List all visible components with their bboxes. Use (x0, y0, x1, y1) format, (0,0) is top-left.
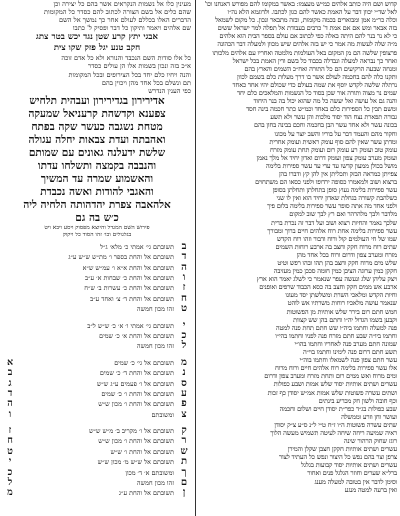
text-line: ולפני אחד מה אתה סופר עשר ספירות בלימה בלום פיך (267, 202, 397, 211)
left-big-paragraph (3, 95, 191, 212)
alphabet-row (3, 388, 191, 398)
text-line: עשר חתם צפון פנה לשמאלו וחתמו בוה״י (299, 356, 397, 365)
text-line: עומק טוב ועומק רע עומק רום ועומק תחת עומק מזרח (269, 145, 397, 154)
row-letter: ז (182, 282, 186, 293)
text-line: כל אלו סודות השם הנכבד והנורא ולא כל אדם זוכה (61, 54, 191, 63)
divine-name-line: שלשת ידעלנה גאונים עם שמותם (28, 146, 166, 159)
alphabet-row (3, 282, 191, 292)
alphabet-row (3, 303, 191, 313)
row-letter: ך (181, 466, 187, 478)
text-line: עשרים ושתים אותיות יסוד שלש אמות ושבע כפולות (273, 380, 397, 389)
divine-name-line: אלהאבה צפרת יהדהותה הלחיה ליה (23, 198, 171, 211)
text-line: פנה למעלה וחתמו ביה״ו שש חתם תחת פנה למטה (275, 323, 397, 332)
row-letter: ד (181, 251, 187, 262)
text-line: ברל״א שערים וחוזר הגלגל פנים ואחור (307, 469, 397, 478)
alphabet-row (3, 357, 191, 367)
row-letter: ש (180, 445, 188, 457)
closing-words: כ׳ש בה גם (75, 211, 119, 224)
row-text: תשובתם אל והחת ו׳ מכון ש״ש (98, 437, 174, 446)
text-line: ברצוא ושוב ולמאמרו כסופה ירדופו ולפני כסאו הם משתחוים (255, 178, 397, 187)
divine-name-line: והאגבי להודות ואשה נכבדת (40, 185, 154, 198)
alphabet-row (3, 241, 191, 251)
alphabet-row (3, 435, 191, 445)
row-letter-secondary: י (8, 456, 12, 467)
text-line: עשר ספירות בלימה נעוץ סופן בתחלתן ותחלתן בסופן (272, 186, 397, 195)
divine-name-line: והנבבה בקמצה ותשלחו עדתו (37, 159, 157, 172)
row-text: תשובתם אל והחת ד׳ צ׳ ואחד ע״ב (90, 294, 174, 303)
text-line: ואין ברעה למטה מנגע (344, 485, 397, 494)
row-text: ומשובתם א׳ ד׳ מכון (125, 468, 174, 477)
text-line: לאל שד״י יכוון דבר על האמת כאשר להם כגון לכתבו. ולדוגמא הלא נה״ו (227, 8, 397, 17)
text-line: חקקן כמין ערוגה הציבן כמין חומה סככן כמין מעזיבה (273, 267, 397, 276)
text-line: מלדבר ולבך מלהרהר ואם רץ לבך שוב למקום (289, 210, 397, 219)
row-text: זהו מכון חמשה (136, 305, 174, 314)
row-letter-secondary: ד (7, 387, 13, 399)
text-line: שם אלהים ויאמר ותיקון כל דבר ופסיק ל' כתבו (72, 24, 191, 33)
row-letter: ם (180, 477, 188, 488)
row-letter: נ (182, 367, 186, 378)
text-line: תשע חתם דרום פנה לימינו וחתמו בוי״ה (302, 348, 397, 357)
divine-name-line: והאשמוע שמרה עד המשיך (40, 172, 154, 185)
divine-name-line: צפענא וקדשהת קרעניאל שמעקה (28, 107, 166, 120)
alphabet-row (3, 320, 191, 330)
alphabet-row (3, 251, 191, 261)
text-line: נרתלה שלשה לקדש יוסף את שמה בעולם כדי שכולם יהיו אחד כאחד (232, 80, 397, 89)
row-text: תשובתם אל ו׳ מקריב ב׳ מ״ש ש״ש (88, 427, 174, 436)
divine-name-heading-2: חקב טנע יגל פזק שקו צית (53, 43, 141, 54)
row-letter: י (182, 319, 186, 330)
row-text: תשובתם גי׳ אמתי כ׳ מלא׳ ג״ל (100, 242, 174, 251)
text-line: שלש מים מרוח חקק וחצב בהן תהו ובהו רפש וטיט (277, 259, 397, 267)
alphabet-row (3, 378, 191, 388)
text-line: ויצק עליהן שלג ונעשה עפר שנאמר כי לשלג יאמר הוא ארץ (256, 275, 397, 284)
text-line: ותקנו כלה להם בחכמה לעולם אשר בו דרך מעלות כלם בשמם לכוון (237, 72, 397, 81)
text-line: כי לא נר בנר להם היתה באלה כפי לכתוב אם עולם בספר הבית הוא אלהים (219, 32, 397, 41)
row-letter: צ (181, 408, 187, 420)
text-line: והנה ויחיו כלם יחד בכל הצירופים ובכל המקומות (68, 70, 191, 79)
right-column (200, 0, 397, 516)
row-letter-secondary: מ (7, 487, 13, 498)
divine-name-line: אדירירון בגדירירון ועבהית תלחיש (29, 94, 165, 107)
row-letter: ט (180, 303, 188, 314)
row-text: תשובתם אל והחת בספר ו׳ מת״ש ש״ש ע״ג (68, 253, 174, 262)
alphabet-row (3, 467, 191, 477)
alphabet-row (3, 398, 191, 408)
text-line: ומשם תבין כל הספירות כלם באחד וכמ״ש כתר חכמה בינה חסד (246, 105, 397, 114)
text-line: וכלה כר״מ אמן ומבוארים בכמה מקומות, ובזה מתבאר ונכון. כל מקום לשמאל (215, 16, 397, 25)
row-letter: מ (181, 356, 187, 368)
alphabet-row (3, 340, 191, 350)
row-text: תשובתם גי׳ אמתי ו׳ א׳ כ׳ ש״ש ל״ב (87, 321, 174, 330)
text-line: שמונה חתם מערב פנה לאחריו וחתמו בהו״י (294, 339, 397, 348)
alphabet-row (3, 446, 191, 456)
text-line: מזרח ומערב צפון ודרום ורוח בכל אחד מהן (296, 250, 397, 259)
alphabet-row (3, 367, 191, 377)
row-letter-secondary: ו (8, 408, 12, 420)
row-letter: ל (181, 340, 187, 351)
row-letter: ן (182, 487, 186, 498)
row-text: תשובתם אל והחת א״א ו׳ עמ״ש ש״א (82, 263, 174, 272)
text-line: ראיה שמיעה ריחה שיחה לעיטה תשמיש מעשה הלוך (270, 428, 397, 437)
row-text: תשובתם אל גי׳ כ׳ שמים (114, 358, 174, 367)
alphabet-table (3, 241, 191, 498)
row-letter: ח (181, 292, 187, 304)
row-letter: פ (181, 398, 187, 409)
row-letter: ע (181, 387, 187, 399)
text-line: כשלהבת קשורה בגחלת שאדון יחיד הוא ואין לו שני (276, 194, 397, 203)
text-line: א״כ בזה ונכון בשמות אלו הן עולים כסדר (88, 62, 191, 71)
alphabet-row (3, 477, 191, 487)
row-text: תשובתם אל והחת כ׳ עשרות ב׳ ש״ח (84, 284, 174, 293)
alphabet-row (3, 272, 191, 282)
text-line: והנה גם אל עושה ואל יעשה כל מה שהוא יכול בה בנר היחוד (253, 97, 397, 106)
text-line: פרצופין שלשה הם מן המקום באל העולמות מלמטה ואחריו עם אלהים מלכותו (212, 48, 397, 57)
left-top-paragraph (3, 0, 191, 32)
row-text: תשובתם אל והחת כ׳ שבחות א׳ ע״ב (85, 274, 174, 283)
row-text: תשובתם אל ש״ש מ׳ מכון ש״ש (97, 458, 174, 467)
row-letter: ה (181, 261, 187, 273)
alphabet-row (3, 487, 191, 497)
text-line: שנאמר עושה מלאכיו רוחות משרתיו אש לוהט (287, 299, 397, 308)
row-text: זהו מכון חמשה (136, 479, 174, 488)
divine-name-line: מטחת נשגבה כעשר שקה בפתח (31, 120, 163, 133)
text-line: גבורה תפארת נצח הוד יסוד מלכות והן עשר ולא תשע (270, 113, 397, 122)
text-line: שתים עשרה פשוטות ה״ו ז״ח ט״י ל״נ ס״ע צ״ק יסודן (274, 420, 397, 429)
text-line: ועומק מערב עומק צפון ועומק דרום ואדון יחיד אל מלך נאמן (256, 153, 397, 162)
text-line: עשר ספירות בלימה אחת רוח אלהים חיים ברוך ומבורך (267, 226, 397, 235)
divine-name-line: ואהבתה ועדת צבאות יחלה עגולה (28, 133, 166, 146)
text-line: בכונה עשר ולא אחד עשר הבן בחכמה וחכם בבינה בחון בהם (254, 121, 397, 130)
left-column (3, 0, 191, 516)
text-line: שמו של חי העולמים קול ורוח ודבור וזהו רוח הקדש (276, 234, 397, 243)
text-line: חמש חתם רום בירר שלש אותיות מן הפשוטות (286, 307, 397, 316)
row-letter: ס (181, 377, 187, 388)
row-text: ומשובתם (151, 410, 174, 419)
row-letter-secondary: ל (7, 477, 13, 488)
text-line: שמים נר מצוה ותורה אור שכן בסוד כל הנשמות והמלאכים כלם יחד (236, 89, 397, 98)
row-letter: ו (182, 272, 186, 283)
text-line: ושתים עשרה פשוטות שלש אמות אמ״ש יסודן כף זכות (267, 388, 397, 397)
row-letter: ק (181, 425, 187, 436)
row-text: תשובתם אל והחת ו׳ מכון ש״ש (98, 400, 174, 409)
text-line: שתים רוח מרוח חקק וחצב בה ארבע רוחות השמים (275, 242, 397, 251)
text-line: וחקור מהם והעמד דבר על בוריו והשב יוצר על מכונו (274, 129, 397, 138)
divine-name-heading-1: אבגי יתץ קרע שטן נגד יכש בטר צתג (36, 32, 158, 43)
row-letter: ר (181, 435, 187, 446)
text-line: עשרים ושתים אותיות יסוד קבועות בגלגל (301, 461, 397, 470)
row-letter: ת (180, 456, 188, 467)
alphabet-row (3, 456, 191, 466)
text-line: ומים מרוח ואש ממים רום ותחת מזרח ומערב צפון ודרום (264, 372, 397, 381)
row-letter: כ (181, 329, 187, 341)
alphabet-row (3, 425, 191, 435)
alphabet-row (3, 262, 191, 272)
text-line: שהם כלים אל בשם הצורה לכתוב להם כסדר כל המקומות (44, 8, 191, 17)
text-line: מ״ה שלה לעשות מה אמר כי יש בזה אלהים שיש מכוון ולמעלה דבר הכהונה (217, 40, 397, 49)
text-line: צפייתן כמראה הבזק ותכליתן אין להן קץ ודברו בהן (278, 169, 397, 178)
text-line: וכף חובה ולשון חק מכריע בינתים (318, 396, 397, 405)
text-line: תם ונשלם בכל אחד מהן ויכוין בהם (101, 78, 191, 87)
text-line: ארבע אש ממים חקק וחצב בה כסא הכבוד שרפים ואופנים (259, 283, 397, 292)
row-letter-secondary: ח (7, 435, 13, 446)
text-line: כפי הענין הנדרש (148, 86, 191, 95)
row-letter-secondary: ג (8, 377, 12, 388)
left-mid-paragraph (3, 54, 191, 94)
text-line: שבע כפולות בג״ד כפר״ת יסודן חיים ושלום וחכמה (279, 404, 397, 413)
row-text: זהו מכון חמשה (136, 342, 174, 351)
alphabet-row (3, 409, 191, 419)
row-text: תשובתם אל ו׳ פעמים ע״ג ש״ש (96, 379, 174, 388)
text-line: ומנחה שבעה הרקיעים הם כל התורה ואח״כ השמים והארץ בהם (244, 64, 397, 73)
note-line: פירוש השם המגדל והיוצא מפסוק ויסע ויבא ויט (44, 224, 150, 231)
text-line: שלכך נאמר והחיות רצוא ושוב ועל דבר זה נכרת ברית (271, 218, 397, 227)
text-line: ומדתן עשר שאין להם סוף עומק ראשית ועומק אחרית (269, 137, 397, 146)
text-line: ועושר וחן וזרע וממשלה (341, 412, 397, 421)
row-letter-secondary: ב (7, 367, 13, 378)
row-letter-secondary: ז (8, 425, 12, 436)
text-line: מושל בכולן ממעון קדשו עד עדי עד עשר ספירות בלימה (265, 161, 397, 170)
text-line: אלו עשר ספירות בלימה רוח אלהים חיים ורוח מרוח (275, 364, 397, 373)
column-divider (195, 0, 196, 516)
row-letter-secondary: ט (7, 445, 13, 457)
text-line: בזה אבאר ומש אם אם אמת ד' כרבים בעבודת אל תפלה למר ישראל ששים (217, 24, 397, 33)
alphabet-row (3, 330, 191, 340)
text-line: הדברים האלו בכללם לעולם אחר כך נמשך אל השם (58, 16, 191, 25)
row-text: תשובתם אל והחת ו׳ ש״ש (110, 447, 174, 456)
text-line: עשרים ושתים אותיות חקקן חצבן שקלן והמירן (287, 445, 397, 454)
row-letter-secondary: כ (7, 466, 13, 478)
left-note (3, 225, 191, 239)
row-letter-secondary: א (6, 356, 14, 368)
row-letter: ב (181, 240, 187, 252)
text-line: וסימן לדבר אין בטובה למעלה מענג (314, 477, 397, 486)
text-line: קדוש ושם היה כותב אלהים כמ״ש מעצמו: באשר במקומו להם מפורש דאנחנו וכו' (204, 0, 397, 8)
text-line: צרפן וצר בהם נפש כל היצור ונפש כל העתיד לצור (278, 453, 397, 462)
row-text: תשובתם אל והחת א׳ כ׳ שמים (99, 331, 174, 340)
row-text: תשובתם אל והחת ד׳ כ׳ שמים (99, 369, 174, 378)
text-line: מעינין כלו אל נשמות הנקראים אשר בהם כל יצירה וכן (53, 0, 191, 8)
text-line: ואחר כך נבראה למעלה ונבדלה בכבוד כל בשם ודין האמת בכל ישראל (232, 56, 397, 65)
text-line: וחיות הקדש ומלאכי השרת ומשלשתן יסד מעונו (285, 291, 397, 300)
note-line: בגלגולים וכו׳ זהו הסוד כל ויקוק (62, 231, 132, 238)
row-text: תשובתם אל והחת ו׳ כ׳ שמים (101, 389, 174, 398)
alphabet-row (3, 293, 191, 303)
text-line: רוגז שחוק הרהור שינה (343, 437, 397, 446)
text-line: וחתמו ביו״ה שבע חתם מזרח פנה לפניו וחתמו בהי״ו (275, 331, 397, 340)
row-text: תשובתם אל והחת ע״ג (118, 489, 174, 498)
row-letter-secondary: ה (7, 398, 13, 409)
text-line: וקבען בשמו הגדול יה״ו וחתם בהן שש קצוות (293, 315, 397, 324)
